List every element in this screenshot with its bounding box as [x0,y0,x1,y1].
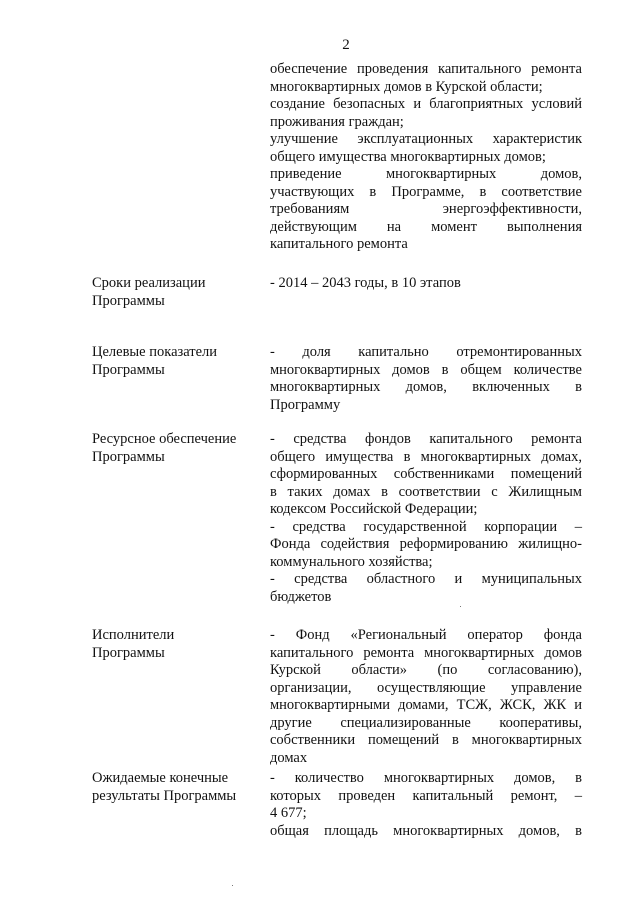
section-value-line: бюджетов [270,588,332,605]
section-value-line: которых проведен капитальный ремонт, – [270,787,582,804]
intro-line: улучшение эксплуатационных характеристик [270,131,582,147]
section-label [92,344,257,379]
section-label-line: Программы [92,644,165,661]
section-value [270,627,582,767]
section-label-line: Программы [92,448,165,465]
section-value-line: Программу [270,396,341,413]
intro-line: участвующих в Программе, в соответствие [270,183,582,200]
section-value-line: кодексом Российской Федерации; [270,501,478,517]
intro-line: проживания граждан; [270,113,404,130]
section-value [270,431,582,606]
section-label [92,431,257,466]
section-value-line: домах [270,749,308,766]
section-label-line: Ресурсное обеспечение [92,431,237,447]
intro-line: создание безопасных и благоприятных условий [270,96,582,112]
section-value-line: собственники помещений в многоквартирных [270,732,582,748]
section-value-line: общего имущества в многоквартирных домах, [270,448,582,465]
section-value-line: Фонда содействия реформированию жилищно- [270,536,582,552]
intro-line: действующим на момент выполнения [270,218,582,235]
section-value-line: - средства государственной корпорации – [270,518,582,535]
section-value-line: капитального ремонта многоквартирных домов [270,644,582,661]
section-value-line: многоквартирными домами, ТСЖ, ЖСК, ЖК и [270,697,582,713]
intro-line: приведение многоквартирных домов, [270,166,582,182]
section-label [92,770,257,805]
section-label [92,627,257,662]
intro-line: капитального ремонта [270,236,408,252]
section-value-line: в таких домах в соответствии с Жилищным [270,483,582,500]
section-label-line: Исполнители [92,627,175,643]
section-value [270,770,582,840]
section-value-line: - 2014 – 2043 годы, в 10 этапов [270,275,461,291]
intro-line: требованиям энергоэффективности, [270,201,582,217]
intro-line: многоквартирных домов в Курской области; [270,78,543,95]
section-value-line: - Фонд «Региональный оператор фонда [270,627,582,643]
intro-line: общего имущества многоквартирных домов; [270,148,546,165]
page-number: 2 [342,37,350,53]
section-label-line: Целевые показатели [92,344,218,360]
section-value-line: коммунального хозяйства; [270,553,433,570]
intro-text-block [270,61,582,254]
section-value-line: - доля капитально отремонтированных [270,344,582,360]
section-value-line: - количество многоквартирных домов, в [270,770,582,786]
section-value-line: многоквартирных домов в общем количестве [270,361,582,378]
section-value [270,275,582,293]
section-value-line: организации, осуществляющие управление [270,679,582,696]
section-value-line: общая площадь многоквартирных домов, в [270,822,582,839]
section-label-line: результаты Программы [92,787,237,804]
section-value-line: - средства фондов капитального ремонта [270,431,582,447]
section-label-line: Программы [92,361,165,378]
section-value-line: - средства областного и муниципальных [270,571,582,587]
section-value [270,344,582,414]
intro-line: обеспечение проведения капитального ремонта [270,61,582,77]
section-value-line: другие специализированные кооперативы, [270,714,582,731]
section-value-line: многоквартирных домов, включенных в [270,379,582,395]
section-label-line: Сроки реализации [92,275,206,291]
section-label [92,275,257,310]
section-value-line: 4 677; [270,805,307,821]
scan-speck [232,885,233,886]
scan-speck [460,606,461,607]
section-value-line: Курской области» (по согласованию), [270,662,582,678]
section-label-line: Программы [92,292,165,309]
section-label-line: Ожидаемые конечные [92,770,229,786]
section-value-line: сформированных собственниками помещений [270,466,582,482]
